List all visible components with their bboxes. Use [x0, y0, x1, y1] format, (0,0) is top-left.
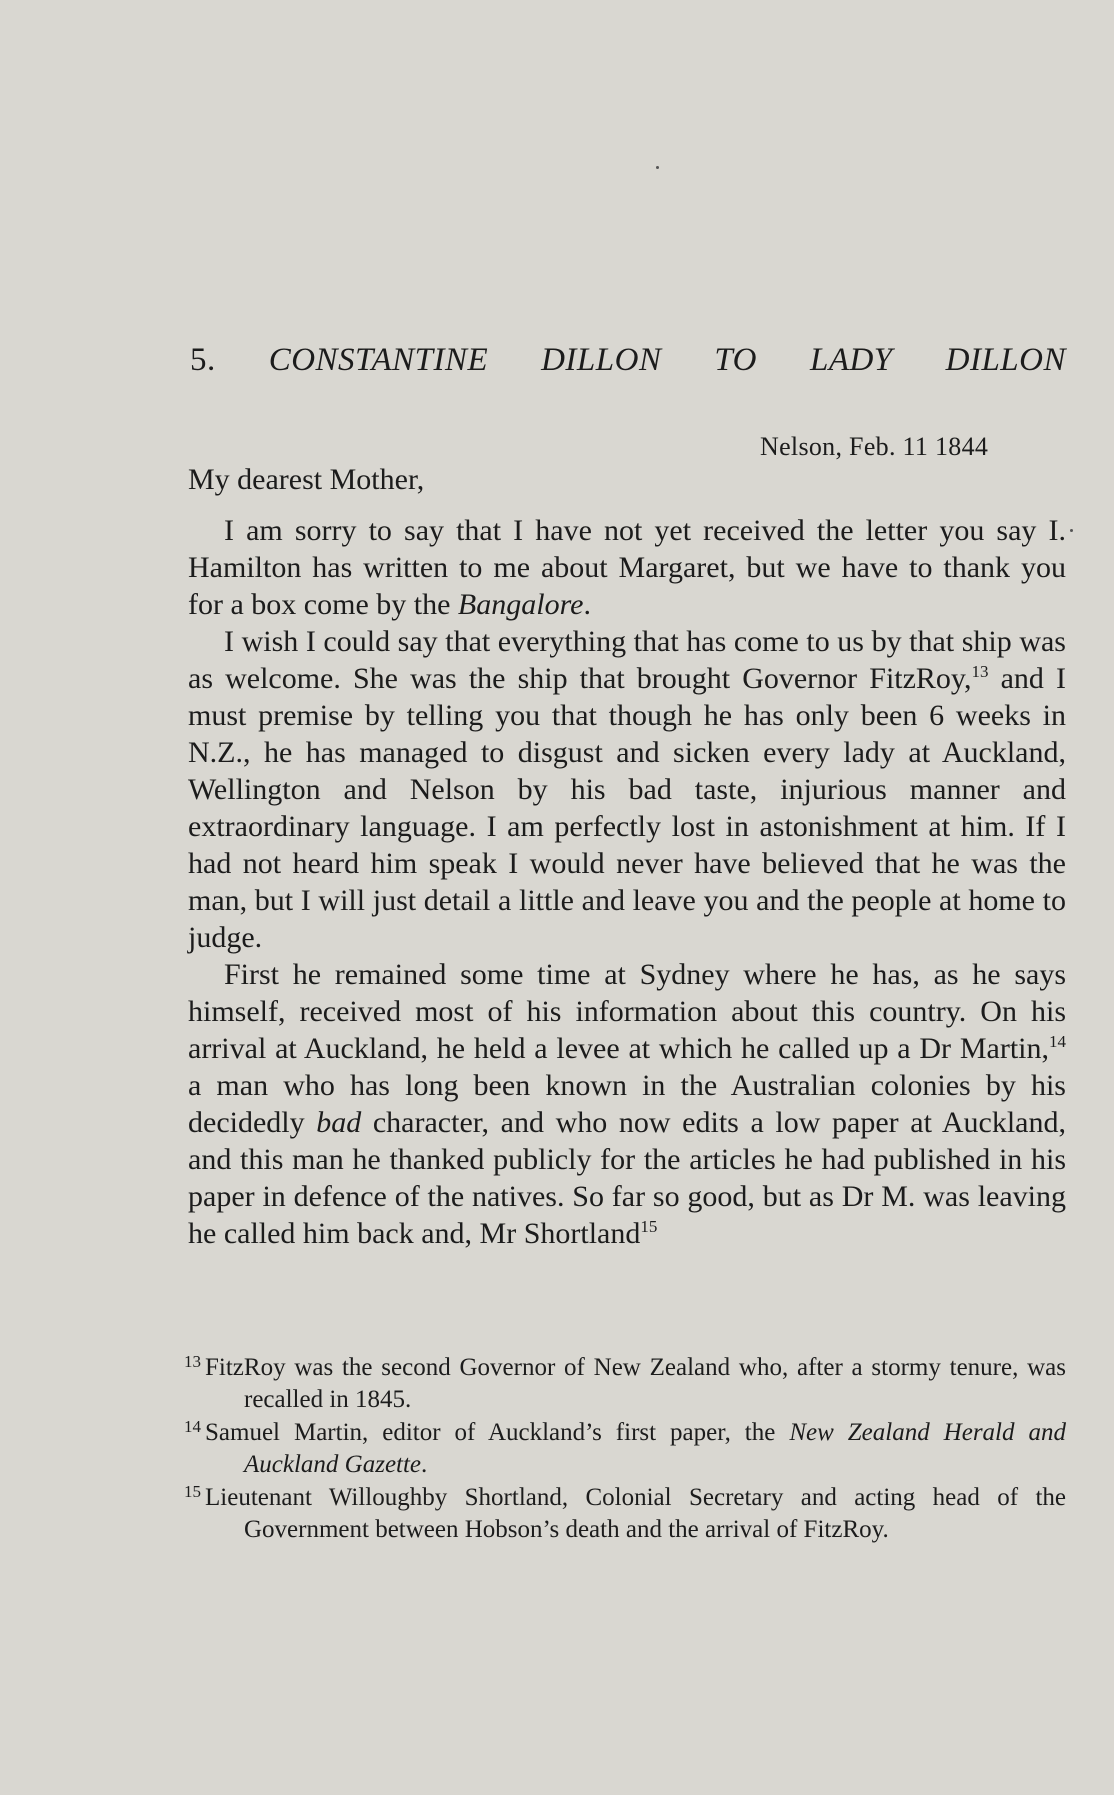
- dateline: Nelson, Feb. 11 1844: [760, 432, 989, 461]
- paragraph-text: First he remained some time at Sydney where he has, as he says himself, received most of his information about this country. On his arrival at Auckland, he held a levee at which he called up a Dr Martin,: [188, 958, 1066, 1065]
- heading-word: TO: [714, 342, 758, 378]
- paragraph: [188, 623, 1066, 956]
- letter-heading: [190, 340, 1066, 380]
- newspaper-title: New Zealand Herald and Auckland Gazette: [244, 1419, 1066, 1478]
- paragraph-text: character, and who now edits a low paper at Auckland, and this man he thanked publicly for the articles he had published in his paper in defence of the natives. So far so good, but as Dr M. was leaving he called him back and, Mr Shortland: [188, 1106, 1067, 1250]
- paragraph: [188, 512, 1066, 623]
- footnote-mark: 15: [184, 1482, 201, 1501]
- heading-word: CONSTANTINE: [268, 342, 489, 378]
- footnote-text: Samuel Martin, editor of Auckland’s first paper, the: [205, 1419, 790, 1446]
- heading-word: LADY: [809, 342, 893, 378]
- letter-body: [188, 512, 1066, 1252]
- emphasis: bad: [316, 1106, 362, 1139]
- paper-speck: [1070, 529, 1073, 532]
- paper-speck: [656, 166, 659, 169]
- paragraph: [188, 956, 1066, 1252]
- footnote: [184, 1352, 1066, 1415]
- footnote: [184, 1417, 1066, 1480]
- ship-name: Bangalore: [457, 588, 584, 621]
- footnote-ref: 15: [640, 1217, 658, 1236]
- paragraph-text: I am sorry to say that I have not yet received the letter you say I. Hamilton has written to me about Margaret, but we have to thank you for a box come by the: [188, 514, 1066, 621]
- salutation: My dearest Mother,: [188, 463, 425, 496]
- footnotes: [184, 1352, 1066, 1547]
- heading-word: DILLON: [541, 342, 662, 378]
- letter-number: 5.: [190, 342, 216, 378]
- paragraph-text: .: [583, 588, 591, 621]
- paragraph-text: a man who has long been known in the Australian colonies by his decidedly: [188, 1069, 1066, 1139]
- footnote-text: FitzRoy was the second Governor of New Zealand who, after a stormy tenure, was recalled in 1845.: [205, 1354, 1066, 1413]
- paragraph-text: I wish I could say that everything that has come to us by that ship was as welcome. She was the ship that brought Governor FitzRoy,: [188, 625, 1066, 695]
- footnote-text: .: [421, 1450, 428, 1478]
- footnote-ref: 13: [971, 662, 989, 681]
- footnote: [184, 1482, 1066, 1545]
- paragraph-text: and I must premise by telling you that though he has only been 6 weeks in N.Z., he has managed to disgust and sicken every lady at Auckland, Wellington and Nelson by his bad taste, injurious manner and extraordinary language. I am perfectly lost in astonishment at him. If I had not heard him speak I would never have believed that he was the man, but I will just detail a little and leave you and the people at home to judge.: [188, 662, 1067, 954]
- heading-word: DILLON: [945, 342, 1066, 378]
- footnote-text: Lieutenant Willoughby Shortland, Colonial Secretary and acting head of the Government between Hobson’s death and the arrival of FitzRoy.: [205, 1484, 1066, 1543]
- footnote-mark: 13: [184, 1352, 201, 1371]
- footnote-mark: 14: [184, 1417, 201, 1436]
- footnote-ref: 14: [1049, 1032, 1066, 1051]
